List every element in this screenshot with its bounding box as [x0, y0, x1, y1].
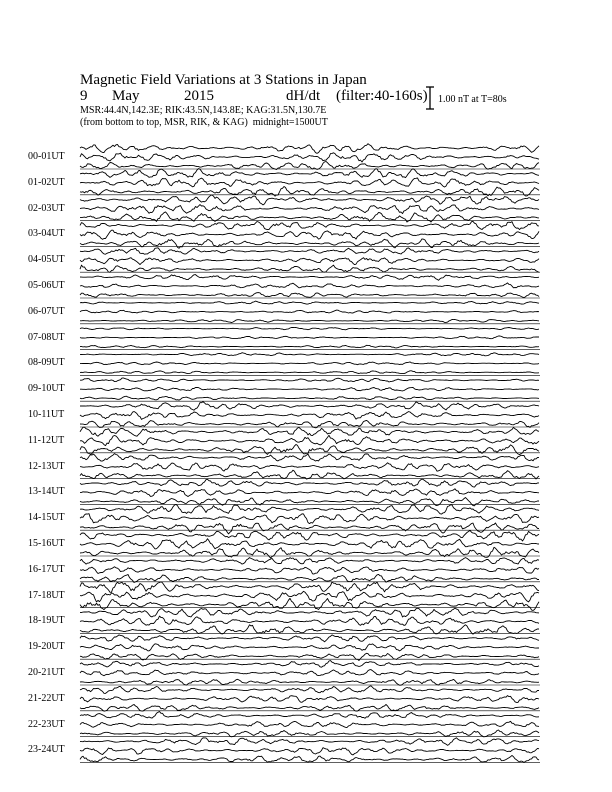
hour-label-03-04UT: 03-04UT [28, 228, 65, 240]
hour-label-22-23UT: 22-23UT [28, 718, 65, 730]
hour-label-09-10UT: 09-10UT [28, 383, 65, 395]
hour-label-12-13UT: 12-13UT [28, 460, 65, 472]
trace-06-07UT-KAG [80, 301, 539, 304]
trace-13-14UT-KAG [80, 479, 539, 487]
hour-label-17-18UT: 17-18UT [28, 589, 65, 601]
trace-00-01UT-RIK [80, 153, 539, 162]
trace-21-22UT-RIK [80, 696, 539, 703]
trace-17-18UT-MSR [80, 598, 539, 610]
trace-10-11UT-RIK [80, 412, 539, 420]
hour-label-00-01UT: 00-01UT [28, 151, 65, 162]
trace-23-24UT-RIK [80, 748, 539, 755]
hour-label-13-14UT: 13-14UT [28, 486, 65, 498]
trace-03-04UT-RIK [80, 230, 539, 239]
traces [80, 144, 540, 763]
hour-label-04-05UT: 04-05UT [28, 254, 65, 266]
trace-12-13UT-KAG [80, 454, 539, 462]
trace-04-05UT-MSR [80, 265, 539, 272]
trace-18-19UT-RIK [80, 616, 539, 625]
trace-16-17UT-MSR [80, 574, 539, 582]
trace-09-10UT-KAG [80, 378, 539, 382]
midnight-note: midnight=1500UT [252, 117, 328, 128]
hour-label-08-09UT: 08-09UT [28, 357, 65, 369]
scale-bar [426, 87, 434, 109]
station-coordinates: MSR:44.4N,142.3E; RIK:43.5N,143.8E; KAG:31.5N,130.7E [80, 105, 327, 116]
trace-20-21UT-RIK [80, 670, 539, 676]
trace-03-04UT-KAG [80, 221, 539, 229]
hour-label-01-02UT: 01-02UT [28, 176, 65, 188]
hour-label-16-17UT: 16-17UT [28, 563, 65, 575]
filter-label: (filter:40-160s) [336, 88, 428, 104]
trace-18-19UT-KAG [80, 608, 539, 617]
hour-label-06-07UT: 06-07UT [28, 305, 65, 317]
trace-02-03UT-KAG [80, 195, 539, 205]
trace-10-11UT-KAG [80, 402, 539, 410]
trace-19-20UT-KAG [80, 635, 539, 642]
trace-09-10UT-MSR [80, 396, 539, 400]
trace-08-09UT-RIK [80, 362, 539, 365]
trace-17-18UT-RIK [80, 591, 539, 602]
trace-06-07UT-RIK [80, 310, 539, 313]
hour-label-11-12UT: 11-12UT [28, 434, 65, 446]
trace-22-23UT-KAG [80, 712, 539, 719]
date-month: May [112, 88, 140, 104]
trace-12-13UT-MSR [80, 470, 539, 479]
trace-16-17UT-KAG [80, 558, 539, 565]
hour-label-14-15UT: 14-15UT [28, 512, 65, 524]
trace-07-08UT-MSR [80, 345, 539, 348]
trace-23-24UT-MSR [80, 756, 539, 763]
hour-label-05-06UT: 05-06UT [28, 280, 65, 291]
trace-00-01UT-MSR [80, 162, 539, 170]
trace-03-04UT-MSR [80, 239, 539, 248]
trace-00-01UT-KAG [80, 144, 539, 154]
trace-02-03UT-RIK [80, 205, 539, 214]
trace-14-15UT-RIK [80, 514, 539, 524]
trace-08-09UT-KAG [80, 353, 539, 356]
chart-title: Magnetic Field Variations at 3 Stations in Japan [80, 72, 367, 88]
trace-18-19UT-MSR [80, 625, 539, 634]
trace-09-10UT-RIK [80, 387, 539, 391]
trace-05-06UT-RIK [80, 283, 539, 288]
trace-15-16UT-KAG [80, 530, 539, 541]
trace-22-23UT-RIK [80, 721, 539, 727]
trace-15-16UT-MSR [80, 547, 539, 558]
trace-07-08UT-RIK [80, 336, 539, 339]
trace-14-15UT-MSR [80, 523, 539, 534]
trace-21-22UT-MSR [80, 705, 539, 712]
trace-05-06UT-MSR [80, 293, 539, 298]
hour-label-02-03UT: 02-03UT [28, 202, 65, 214]
hour-label-07-08UT: 07-08UT [28, 331, 65, 343]
trace-04-05UT-RIK [80, 258, 539, 265]
trace-04-05UT-KAG [80, 248, 539, 254]
trace-20-21UT-KAG [80, 661, 539, 668]
hour-label-10-11UT: 10-11UT [28, 409, 65, 420]
hour-label-15-16UT: 15-16UT [28, 538, 65, 549]
hour-label-20-21UT: 20-21UT [28, 667, 65, 678]
trace-15-16UT-RIK [80, 539, 539, 549]
hour-label-19-20UT: 19-20UT [28, 641, 65, 653]
trace-08-09UT-MSR [80, 371, 539, 374]
trace-14-15UT-KAG [80, 504, 539, 514]
trace-11-12UT-KAG [80, 427, 539, 436]
trace-13-14UT-RIK [80, 489, 539, 497]
trace-07-08UT-KAG [80, 327, 539, 329]
trace-11-12UT-RIK [80, 435, 539, 445]
trace-21-22UT-KAG [80, 686, 539, 694]
quantity-label: dH/dt [286, 88, 321, 104]
trace-05-06UT-KAG [80, 275, 539, 281]
trace-06-07UT-MSR [80, 320, 539, 323]
trace-22-23UT-MSR [80, 730, 539, 737]
trace-19-20UT-RIK [80, 644, 539, 651]
scale-label: 1.00 nT at T=80s [438, 94, 507, 105]
trace-20-21UT-MSR [80, 679, 539, 685]
hour-label-21-22UT: 21-22UT [28, 692, 65, 704]
trace-01-02UT-RIK [80, 178, 539, 187]
date-day: 9 [80, 88, 88, 104]
hour-label-23-24UT: 23-24UT [28, 744, 65, 756]
trace-17-18UT-KAG [80, 582, 539, 593]
trace-16-17UT-RIK [80, 567, 539, 574]
trace-12-13UT-RIK [80, 463, 539, 471]
hour-label-18-19UT: 18-19UT [28, 615, 65, 627]
date-year: 2015 [184, 88, 214, 104]
trace-01-02UT-KAG [80, 169, 539, 178]
station-order: (from bottom to top, MSR, RIK, & KAG) [80, 117, 248, 128]
trace-23-24UT-KAG [80, 738, 539, 746]
trace-10-11UT-MSR [80, 420, 539, 427]
